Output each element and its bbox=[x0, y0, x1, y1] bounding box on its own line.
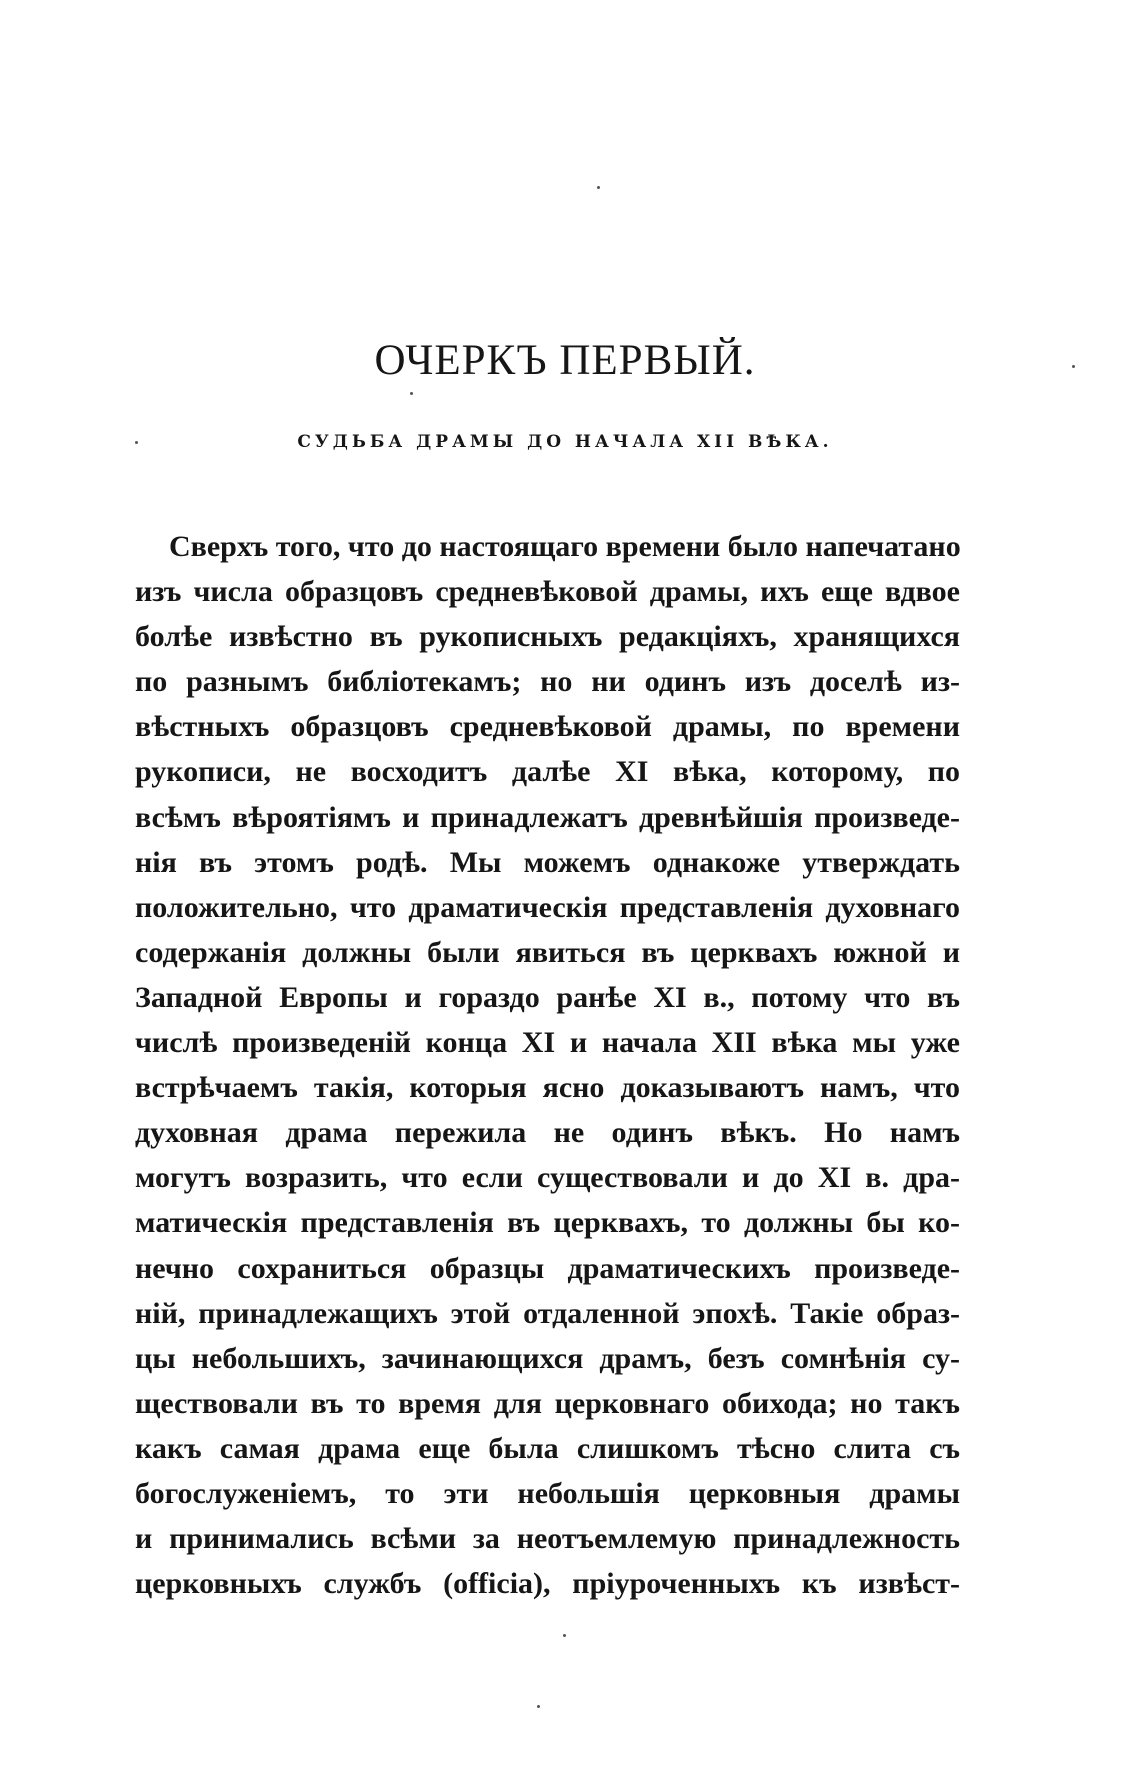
text-line: встрѣчаемъ такія, которыя ясно доказываютъ намъ, что bbox=[135, 1071, 960, 1105]
text-line: всѣмъ вѣроятіямъ и принадлежатъ древнѣйшія произведе- bbox=[135, 800, 960, 834]
text-line: вѣстныхъ образцовъ средневѣковой драмы, по времени bbox=[135, 710, 960, 744]
text-line: болѣе извѣстно въ рукописныхъ редакціяхъ, хранящихся bbox=[135, 620, 960, 654]
text-line: и принимались всѣми за неотъемлемую принадлежность bbox=[135, 1522, 960, 1556]
text-line: цы небольшихъ, зачинающихся драмъ, безъ сомнѣнія су- bbox=[135, 1341, 960, 1375]
text-line: богослуженіемъ, то эти небольшія церковныя драмы bbox=[135, 1476, 960, 1510]
print-speck bbox=[537, 1705, 540, 1708]
text-line: Западной Европы и гораздо ранѣе XI в., потому что въ bbox=[135, 980, 960, 1014]
text-line: духовная драма пережила не одинъ вѣкъ. Но намъ bbox=[135, 1116, 960, 1150]
text-line: рукописи, не восходитъ далѣе XI вѣка, которому, по bbox=[135, 755, 960, 789]
text-line: нія въ этомъ родѣ. Мы можемъ однакоже утверждать bbox=[135, 845, 960, 879]
print-speck bbox=[563, 1634, 566, 1637]
text-line: изъ числа образцовъ средневѣковой драмы, ихъ еще вдвое bbox=[135, 575, 960, 609]
chapter-title: ОЧЕРКЪ ПЕРВЫЙ. bbox=[374, 337, 756, 384]
text-line: ществовали въ то время для церковнаго обихода; но такъ bbox=[135, 1386, 960, 1420]
body-paragraph bbox=[135, 524, 960, 1606]
text-line: нечно сохраниться образцы драматическихъ произведе- bbox=[135, 1251, 960, 1285]
text-line: какъ самая драма еще была слишкомъ тѣсно слита съ bbox=[135, 1431, 960, 1465]
text-line: положительно, что драматическія представленія духовнаго bbox=[135, 890, 960, 924]
text-line: Сверхъ того, что до настоящаго времени было напечатано bbox=[169, 530, 961, 563]
text-line: содержанія должны были явиться въ церквахъ южной и bbox=[135, 935, 960, 969]
text-line: по разнымъ библіотекамъ; но ни одинъ изъ доселѣ из- bbox=[135, 665, 960, 699]
text-line: матическія представленія въ церквахъ, то должны бы ко- bbox=[135, 1206, 960, 1240]
print-speck bbox=[410, 392, 413, 395]
print-speck bbox=[597, 186, 600, 189]
chapter-subtitle: СУДЬБА ДРАМЫ ДО НАЧАЛА XII ВѢКА. bbox=[297, 432, 833, 452]
text-line: числѣ произведеній конца XI и начала XII вѣка мы уже bbox=[135, 1026, 960, 1060]
text-line: могутъ возразить, что если существовали и до XI в. дра- bbox=[135, 1161, 960, 1195]
text-line: ній, принадлежащихъ этой отдаленной эпохѣ. Такіе образ- bbox=[135, 1296, 960, 1330]
text-line: церковныхъ службъ (officia), пріуроченныхъ къ извѣст- bbox=[135, 1567, 960, 1601]
